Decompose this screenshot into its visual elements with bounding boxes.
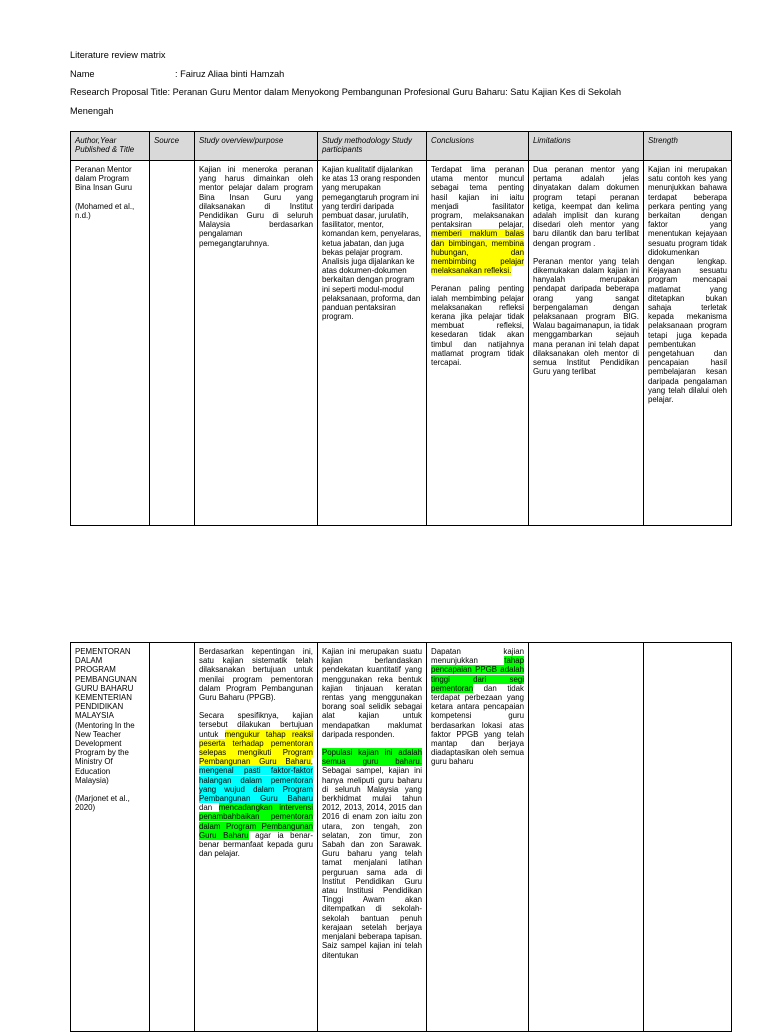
author-citation: (Marjonet et al., 2020) [75,794,130,813]
conclusion-text: Dapatan kajian menunjukkan [431,647,524,666]
methodology-highlight: Populasi kajian ini adalah semua guru baharu. [322,748,422,767]
col-overview-header: Study overview/purpose [195,132,318,161]
strength-text: Kajian ini merupakan satu contoh kes yang menunjukkan bahawa terdapat beberapa perkara penting yang berkaitan dengan faktor yang menentukan kejayaan sesuatu program tidak didokumenkan dengan lengkap. Kejayaan sesuatu program mencapai matlamat yang ditetapkan bukan sahaja terletak kepada mekanisma pelaksanaan program tetapi juga kepada pembentukan pengetahuan dan pencapaian hasil pembelajaran kesan daripada pengalaman yang telah dilalui oleh pelajar. [648,165,727,405]
conclusion-paragraph [431,165,524,275]
overview-text: Kajian ini meneroka peranan yang harus dimainkan oleh mentor pelajar dalam program Bina Insan Guru yang dilaksanakan di Institut Pendidikan Guru di seluruh Malaysia berdasarkan pengalaman pemegangtaruhnya. [199,165,313,248]
overview-highlight-cyan: mengenal pasti faktor-faktor halangan dalam pementoran yang wujud dalam Program Pembangunan Guru Baharu [199,766,313,804]
overview-paragraph-2 [199,711,313,858]
conclusions-cell [427,643,529,1032]
proposal-line [70,83,750,102]
name-value: : Fairuz Aliaa binti Hamzah [175,68,285,79]
methodology-cell [318,643,427,1032]
overview-highlight-green: mencadangkan intervensi penambahbaikan pementoran dalam Program Pembangunan Guru Baharu [199,803,313,840]
overview-cell [195,643,318,1032]
overview-text: Secara spesifiknya, kajian tersebut dilakukan bertujuan untuk [199,711,313,739]
name-line [70,65,750,84]
source-cell [150,643,195,1032]
table-header-row [71,132,732,161]
col-conclusions-header: Conclusions [427,132,529,161]
limitations-cell [529,161,644,526]
review-matrix-table-2 [70,642,732,1032]
proposal-value: : Peranan Guru Mentor dalam Menyokong Pembangunan Profesional Guru Baharu: Satu Kajian Kes di Sekolah [167,87,622,97]
author-citation: (Mohamed et al., n.d.) [75,201,135,220]
col-limitations-header: Limitations [529,132,644,161]
strength-cell [644,643,732,1032]
name-label: Name [70,68,95,79]
conclusions-cell [427,161,529,526]
document-title: Literature review matrix [70,50,166,60]
conclusion-paragraph-2: Peranan paling penting ialah membimbing pelajar melaksanakan refleksi kerana jika pelajar tidak membuat refleksi, kesedaran tidak akan timbul dan natijahnya matlamat program tidak tercapai. [431,284,524,368]
limitation-paragraph: Dua peranan mentor yang pertama adalah jelas dinyatakan dalam dokumen program tetapi peranan ketiga, keempat dan kelima adalah implisit dan kurang disedari oleh mentor yang baru dilantik dan baru terlibat dengan program . [533,165,639,248]
author-cell [71,643,150,1032]
overview-text: dan [199,803,219,813]
overview-cell [195,161,318,526]
methodology-paragraph-2 [322,748,422,960]
methodology-text: Kajian kualitatif dijalankan ke atas 13 orang responden yang merupakan pemegangtaruh program ini yang terdiri daripada pembuat dasar, jurulatih, fasilitator, mentor, komandan kem, penyelaras, ketua jabatan, dan juga bekas pelajar program. Analisis juga dijalankan ke atas dokumen-dokumen berkaitan dengan program ini seperti modul-modul pelaksanaan, proforma, dan panduan pentaksiran program. [322,165,422,322]
strength-cell [644,161,732,526]
author-title: PEMENTORAN DALAM PROGRAM PEMBANGUNAN GURU BAHARU KEMENTERIAN PENDIDIKAN MALAYSIA (Mentoring In the New Teacher Development Program by the Ministry Of Education Malaysia) [75,647,137,785]
source-cell [150,161,195,526]
limitations-cell [529,643,644,1032]
col-strength-header: Strength [644,132,732,161]
limitation-paragraph-2: Peranan mentor yang telah dikemukakan dalam kajian ini hanyalah merupakan pendapat daripada beberapa orang yang sangat berpengalaman dengan pelaksanaan program BIG. Walau bagaimanapun, ia tidak menggambarkan sejauh mana peranan ini telah dapat dilaksanakan oleh mentor di semua Institut Pendidikan Guru yang terlibat [533,256,639,377]
overview-highlight-yellow: mengukur tahap reaksi peserta terhadap pementoran selepas mengikuti Program Pembangunan Guru Baharu [199,729,313,767]
overview-paragraph: Berdasarkan kepentingan ini, satu kajian sistematik telah dilaksanakan bertujuan untuk menilai program pementoran dalam Program Pembangunan Guru Baharu (PPGB). [199,647,313,703]
col-author-header: Author,Year Published & Title [71,132,150,161]
overview-text: , [310,757,313,767]
conclusion-text: Terdapat lima peranan utama mentor muncul sebagai tema penting hasil kajian ini iaitu menjadi fasilitator program, melaksanakan pentaksiran pelajar, [431,165,524,230]
proposal-continuation: Menengah [70,105,114,116]
conclusion-text: dan tidak terdapat perbezaan yang ketara antara pencapaian kompetensi guru berdasarkan lokasi atas faktor PPGB yang telah mantap dan berjaya diadaptasikan oleh semua guru baharu [431,683,524,767]
conclusion-paragraph [431,647,524,767]
author-title: Peranan Mentor dalam Program Bina Insan Guru [75,165,133,193]
methodology-text: Sebagai sampel, kajian ini hanya meliputi guru baharu di seluruh Malaysia yang berkhidmat mulai tahun 2012, 2013, 2014, 2015 dan 2016 di enam zon iaitu zon utara, zon tengah, zon selatan, zon timur, zon Sabah dan zon Sarawak. Guru baharu yang telah tamat menjalani latihan perguruan sama ada di Institut Pendidikan Guru atau Institusi Pendidikan Tinggi Awam akan ditempatkan di sekolah-sekolah bantuan penuh kerajaan setelah berjaya menjalani beberapa tapisan. Saiz sampel kajian ini telah ditentukan [322,766,422,960]
proposal-label: Research Proposal Title [70,87,168,97]
methodology-paragraph: Kajian ini merupakan suatu kajian berlandaskan pendekatan kuantitatif yang menggunakan reka bentuk kajian tinjauan keratan rentas yang menggunakan borang soal selidik sebagai alat kajian untuk mendapatkan maklumat daripada responden. [322,647,422,739]
author-cell [71,161,150,526]
conclusion-highlight: memberi maklum balas dan bimbingan, membina hubungan, dan membimbing pelajar melaksanakan refleksi. [431,229,524,276]
col-methodology-header: Study methodology Study participants [318,132,427,161]
document-header [70,46,750,120]
table-row [71,161,732,526]
review-matrix-table-1 [70,131,732,526]
overview-text: agar ia benar-benar bermanfaat kepada guru dan pelajar. [199,830,313,859]
methodology-cell [318,161,427,526]
table-row [71,643,732,1032]
col-source-header: Source [150,132,195,161]
conclusion-highlight: tahap pencapaian PPGB adalah tinggi dari segi pementoran [431,656,524,693]
